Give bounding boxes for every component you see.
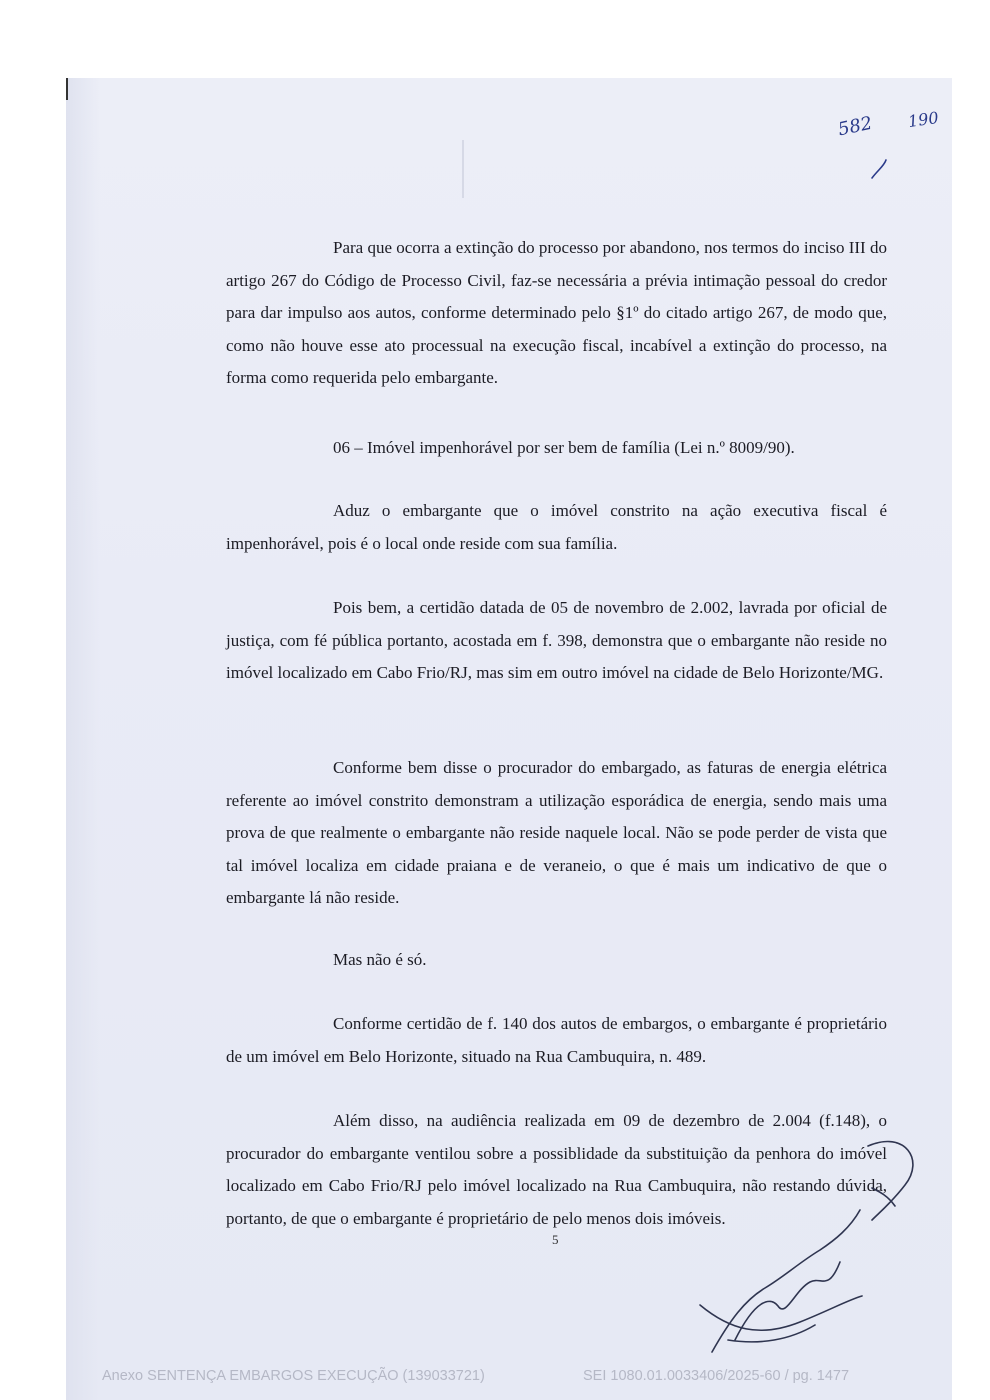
paragraph-mas-nao-e-so: Mas não é só. xyxy=(333,950,427,969)
signature-loop xyxy=(735,1262,840,1340)
paragraph-faturas-energia: Conforme bem disse o procurador do embargado, as faturas de energia elétrica referente ao imóvel constrito demonstram a utilização esporádica de energia, sendo mais uma prova de que realmente o embargante não reside naquele local. Não se pode perder de vista que tal imóvel localiza em cidade praiana e de veraneio, o que é mais um indicativo de que o embargante lá não reside. xyxy=(226,758,887,907)
footer-attachment-label: Anexo SENTENÇA EMBARGOS EXECUÇÃO (139033721) xyxy=(102,1368,485,1384)
paragraph-impenhoravel: Aduz o embargante que o imóvel constrito na ação executiva fiscal é impenhorável, pois é o local onde reside com sua família. xyxy=(226,501,887,553)
paragraph-audiencia: Além disso, na audiência realizada em 09 de dezembro de 2.004 (f.148), o procurador do embargante ventilou sobre a possiblidade da substituição da penhora do imóvel localizado em Cabo Frio/RJ pelo imóvel localizado na Rua Cambuquira, não restando dúvida, portanto, de que o embargante é proprietário de pelo menos dois imóveis. xyxy=(226,1111,887,1228)
paragraph-abandonment: Para que ocorra a extinção do processo por abandono, nos termos do inciso III do artigo 267 do Código de Processo Civil, faz-se necessária a prévia intimação pessoal do credor para dar impulso aos autos, conforme determinado pelo §1º do citado artigo 267, de modo que, como não houve esse ato processual na execução fiscal, incabível a extinção do processo, na forma como requerida pelo embargante. xyxy=(226,238,887,387)
paragraph-certidao: Pois bem, a certidão datada de 05 de novembro de 2.002, lavrada por oficial de justiça, com fé pública portanto, acostada em f. 398, demonstra que o embargante não reside no imóvel localizado em Cabo Frio/RJ, mas sim em outro imóvel na cidade de Belo Horizonte/MG. xyxy=(226,598,887,682)
paragraph-certidao-f140: Conforme certidão de f. 140 dos autos de embargos, o embargante é proprietário de um imóvel em Belo Horizonte, situado na Rua Cambuquira, n. 489. xyxy=(226,1014,887,1066)
signature-strike xyxy=(872,1188,895,1206)
signature-rubric xyxy=(868,1142,913,1220)
section-heading-bem-de-familia: 06 – Imóvel impenhorável por ser bem de família (Lei n.º 8009/90). xyxy=(333,438,795,457)
folio-number-handwritten: 582 xyxy=(836,112,875,141)
footer-sei-reference: SEI 1080.01.0033406/2025-60 / pg. 1477 xyxy=(583,1368,850,1384)
page-number: 5 xyxy=(552,1232,559,1247)
signature-main xyxy=(712,1210,860,1352)
folio-tick xyxy=(872,160,886,178)
signature-tail xyxy=(700,1296,862,1330)
folio-number-handwritten-secondary: 190 xyxy=(906,107,940,132)
